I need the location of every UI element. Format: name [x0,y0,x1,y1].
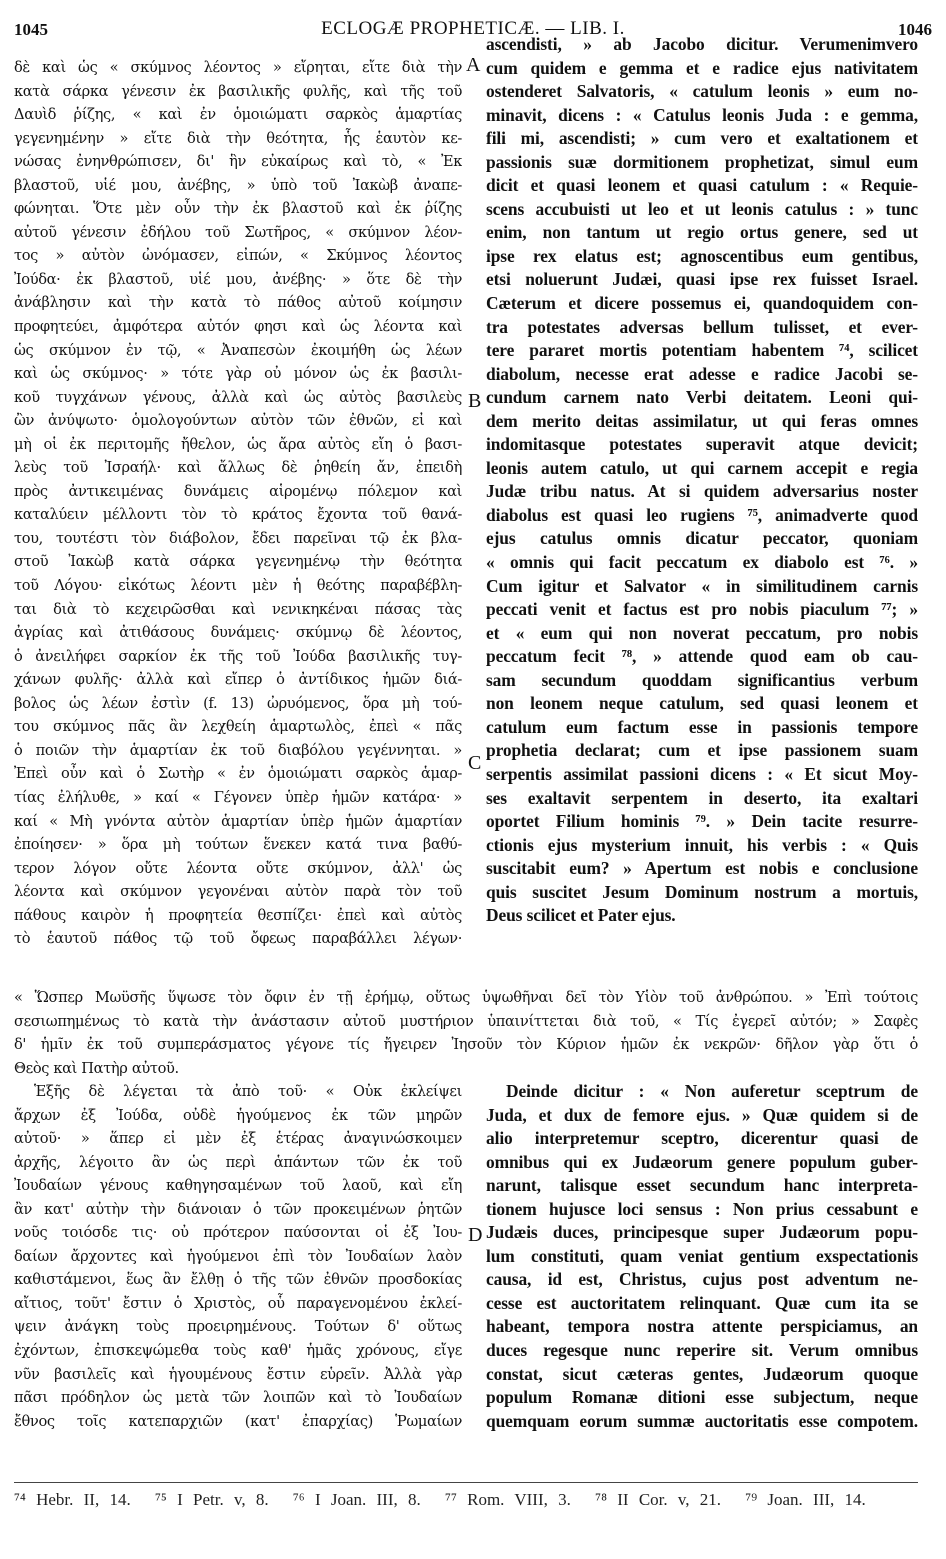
text-line: ὁ ἀνειλήφει σαρκίον ἐκ τῆς τοῦ Ἰούδα βασιλικῆς τυγ- [14,647,462,665]
text-line: ἔθνος τοῖς κατεπαρχιῶν (κατ' ἐπαρχίας) Ῥωμαίων [14,1412,462,1430]
text-line: Cum igitur et Salvator « in similitudinem carnis [486,575,918,596]
text-line: Juda, et dux de femore ejus. » Quæ quidem si de [486,1104,918,1125]
text-line: λεὺς τοῦ Ἰσραήλ· καὶ ἄλλως δὲ ῥηθείη ἄν, ἐπειδὴ [14,459,462,477]
page-number-right: 1046 [898,20,932,39]
text-line: λέοντα καὶ σκύμνον γεγονέναι αὐτὸν παρὰ τὸν τοῦ [14,883,462,901]
text-line: cum quidem e gemma et e radice ejus nativitatem [486,57,918,78]
footnote: ⁷⁵ I Petr. v, 8. [154,1490,269,1509]
text-line: cesse est auctoritatem relinquant. Quæ cum ita se [486,1292,918,1313]
text-line: ὁ ποιῶν τὴν ἁμαρτίαν ἐκ τοῦ διαβόλου γεγέννηται. » [14,741,462,759]
text-line: tionem hujusce loci sensus : Non prius cessabunt e [486,1198,918,1219]
text-line: φώνηται. Ὅτε μὲν οὖν τὴν ἐκ βλαστοῦ καὶ ἐκ ῥίζης [14,200,462,218]
text-line: ejus catulus omnis dicatur peccator, quoniam [486,528,918,549]
text-line: χάνων φυλῆς· ἀλλὰ καὶ εἴπερ ὁ ἀντίδικος ἡμῶν διά- [14,671,462,689]
text-line: peccati venit et factus est pro nobis piaculum ⁷⁷; » [486,599,918,620]
text-line: γεγενημένην » εἴτε διὰ τὴν θεότητα, ἧς ἑαυτὸν κε- [14,129,462,147]
text-line: Cæterum et dicere possemus ei, quandoquidem con- [486,293,918,314]
text-line: κοῦ τυγχάνων γένους, ἀλλὰ καὶ ὡς αὐτὸς βασιλεὺς [14,388,462,406]
text-line: στοῦ Ἰακὼβ κατὰ σάρκα γεγενημένῳ τὴν θεότητα [14,553,462,571]
text-line: oportet Filium hominis ⁷⁹. » Dein tacite resurre- [486,811,918,832]
text-line: προφητεύει, ἀμφότερα αὐτόν φησι καὶ ὡς λέοντα καὶ [14,318,462,336]
text-line: ἀνάβλησιν καὶ τὴν κατὰ τὸ πάθος αὐτοῦ κοίμησιν [14,294,462,312]
text-line: passionis suæ dormitionem prophetizat, simul eum [486,151,918,172]
text-line: causa, id est, Christus, cujus post adventum ne- [486,1269,918,1290]
margin-letter-b: B [468,390,482,412]
text-line: alio interpretemur sceptro, dicerentur quasi de [486,1128,918,1149]
greek-full-width-passage [14,986,918,1080]
text-line: Ἑξῆς δὲ λέγεται τὰ ἀπὸ τοῦ· « Οὐκ ἐκλείψει [34,1083,462,1100]
footnote: ⁷⁷ Rom. VIII, 3. [445,1490,571,1509]
text-line: του, τουτέστι τὸν διάβολον, ἔδει παρεῖναι τῷ ἐκ βλα- [14,529,462,547]
text-line: νοῦς τοιόσδε τις· οὐ πρότερον παύσονται οἱ ἐξ Ἰου- [14,1224,462,1242]
text-line: diabolus est quasi leo rugiens ⁷⁵, animadverte quod [486,504,918,525]
text-line: καί « Μὴ γνόντα αὐτὸν ἁμαρτίαν ὑπὲρ ἡμῶν ἁμαρτίαν [14,812,462,830]
text-line: indomitasque potestates superavit atque devicit; [486,434,918,455]
text-line: duces regesque nunc reperire sit. Verum omnibus [486,1340,918,1361]
text-line: ses exaltavit serpentem in deserto, ita exaltari [486,787,918,808]
footnote: ⁷⁸ II Cor. v, 21. [595,1490,722,1509]
text-line: ostenderet Salvatoris, « catulum leonis » eum no- [486,81,918,102]
text-line: lum constituti, quam veniat gentium exspectationis [486,1245,918,1266]
text-line: non leonem neque catulum, sed quasi leonem et [486,693,918,714]
text-line: suscitabit eum? » Apertum est nobis e conclusione [486,858,918,879]
text-line: peccatum fecit ⁷⁸, » attende quod eam ob cau- [486,646,918,667]
text-line: prophetia declarat; cum et ipse passionem suam [486,740,918,761]
text-line: scens accubuisti ut leo et ut leonis catulus : » tunc [486,198,918,219]
footnote: ⁷⁴ Hebr. II, 14. [14,1490,131,1509]
text-line: Ἰούδα· ἐκ βλαστοῦ, υἱέ μου, ἀνέβης· » ὅτε δὲ τὴν [14,270,462,288]
text-line: Δαυὶδ ῥίζης, « καὶ ἐν ὁμοιώματι σαρκὸς ἁμαρτίας [14,106,462,124]
margin-letter-d: D [468,1224,483,1246]
margin-letter-a: A [466,54,481,76]
text-line: catulum eum factum esse in passionis tempore [486,716,918,737]
text-line: πάθους καιρὸν ἡ προφητεία θεσπίζει· ἐπεὶ καὶ αὐτὸς [14,906,462,924]
text-line: καθιστάμενοι, ἕως ἂν ἔλθῃ ὁ τῆς τῶν ἐθνῶν προσδοκίας [14,1271,462,1289]
text-line: αὐτοῦ γένεσιν ἐδήλου τοῦ Σωτῆρος, « σκύμνον λέον- [14,223,462,241]
text-line: Judæ tribu natus. At si quidem adversarius noster [486,481,918,502]
text-line: leonis autem catulo, ut qui carnem accepit e regia [486,457,918,478]
text-line: πρὸς ἀντικειμένας δυνάμεις αἱρομένῳ πόλεμον καὶ [14,482,462,500]
text-line: νώσας ἐνηνθρώπισεν, δι' ἣν εὐκαίρως καὶ τὸ, « Ἐκ [14,153,462,171]
text-line: σεσιωπημένως τὸ κατὰ τὴν ἀνάστασιν αὐτοῦ μυστήριον ὑπαινίττεται διὰ τοῦ, « Τίς ἐγερεῖ αὐτόν; » Σαφὲς [14,1012,918,1030]
text-line: του σκύμνος πᾶς ἂν λεχθείη ἁμαρτωλὸς, ἐπεὶ « πᾶς [14,718,462,736]
text-line: ὡς σκύμνον ἐν τῷ, « Ἀναπεσὼν ἐκοιμήθη ὡς λέων [14,341,462,359]
text-line: sam secundum quoddam significantius verbum [486,669,918,690]
text-line: Deinde dicitur : « Non auferetur sceptrum de [506,1081,918,1101]
text-line: quemquam eorum summæ auctoritatis esse compotem. [486,1410,918,1431]
text-line: πᾶσι πρόδηλον ὡς μετὰ τῶν λοιπῶν καὶ τὸ Ἰουδαίων [14,1389,462,1407]
greek-column-top [14,56,462,951]
text-line: fili mi, ascendisti; » cum vero et exaltationem et [486,128,918,149]
text-line: τοῦ Λόγου· εἰκότως λέοντι μὲν ἡ θεότης παραβέβλη- [14,577,462,595]
text-line: ὢν ἀνύψωτο· ὁμολογούντων αὐτὸν τῶν ἐθνῶν, εἰ καὶ [14,412,462,430]
text-line: μὴ οἱ ἐκ περιτομῆς ἤθελον, ὡς ἄρα αὐτὸς εἴη ὁ βασι- [14,435,462,453]
text-line: ctionis ejus mysterium innuit, his verbis : « Quis [486,834,918,855]
text-line: ascendisti, » ab Jacobo dicitur. Verumenimvero [486,34,918,54]
footnotes [14,1490,918,1510]
text-line: κατὰ σάρκα γένεσιν ἐκ βασιλικῆς φυλῆς, καὶ τῆς τοῦ [14,82,462,100]
text-line: δ' ἡμῖν ἐκ τοῦ συμπεράσματος γέγονε τίς ἤγειρεν Ἰησοῦν τὸν Κύριον ἡμῶν ἐκ νεκρῶν· δῆλον γὰρ ὅτι ὁ [14,1036,918,1054]
text-line: καταλύειν μέλλοντι τὸν τὸ κράτος ἔχοντα τοῦ θανά- [14,506,462,524]
text-line: habeant, tempora nostra attente perspiciamus, an [486,1316,918,1337]
text-line: Θεὸς καὶ Πατὴρ αὐτοῦ. [14,1059,179,1077]
text-line: dem merito deitas assimilatur, ut qui feras omnes [486,410,918,431]
text-line: Judæis duces, principesque super Judæorum popu- [486,1222,918,1243]
text-line: τος » αὐτὸν ὠνόμασεν, εἰπών, « Σκύμνος λέοντος [14,247,462,265]
text-line: « Ὥσπερ Μωϋσῆς ὕψωσε τὸν ὄφιν ἐν τῇ ἐρήμῳ, οὕτως ὑψωθῆναι δεῖ τὸν Υἱὸν τοῦ ἀνθρώπου. » Ἐπὶ τούτοις [14,989,918,1006]
text-line: καὶ ὡς σκύμνος· » τότε γὰρ οὐ μόνον ὡς ἐκ βασιλι- [14,365,462,383]
text-line: τερον λόγον οὔτε λέοντα οὔτε σκύμνον, ἀλλ' ὡς [14,859,462,877]
footnote-rule [14,1482,918,1483]
text-line: τὸ ἑαυτοῦ πάθος τῷ τοῦ ὄφεως παραβάλλει λέγων· [14,930,462,948]
margin-letter-c: C [468,752,482,774]
text-line: Ἰουδαίων γένους καθηγησαμένων τοῦ λαοῦ, καὶ εἴη [14,1177,462,1195]
text-line: τίας ἐλήλυθε, » καί « Γέγονεν ὑπὲρ ἡμῶν κατάρα· » [14,788,462,806]
text-line: minavit, dicens : « Catulus leonis Juda : e gemma, [486,104,918,125]
text-line: δὲ καὶ ὡς « σκύμνος λέοντος » εἴρηται, εἴτε διὰ τὴν [14,59,462,76]
text-line: narunt, talisque esset secundum hanc interpreta- [486,1175,918,1196]
text-line: βολος ὡς λέων ἐστὶν (f. 13) ὠρυόμενος, ὅρα μὴ τού- [14,694,462,712]
text-line: populum Romanæ ditioni esse subjectum, neque [486,1387,918,1408]
text-line: ipse rex elatus est; agnoscentibus eum gentibus, [486,245,918,266]
latin-column-top [486,33,918,928]
page-number-left: 1045 [14,20,48,39]
text-line: δαίων ἄρχοντες καὶ ἡγούμενοι ἐπὶ τὸν Ἰουδαίων λαὸν [14,1247,462,1265]
text-line: serpentis assimilat passioni dicens : « Et sicut Moy- [486,763,918,784]
text-line: enim, non tantum ut regio ortus genere, sed ut [486,222,918,243]
text-line: νῦν βασιλεῖς καὶ ἡγουμένους ἔστιν εὑρεῖν. Ἀλλὰ γὰρ [14,1365,462,1383]
text-line: omnibus qui ex Judæorum genere populum guber- [486,1151,918,1172]
footnote: ⁷⁶ I Joan. III, 8. [292,1490,421,1509]
text-line: quis suscitet Jesum Dominum nostrum a mortuis, [486,881,918,902]
text-line: ἄρχων ἐξ Ἰούδα, οὐδὲ ἡγούμενος ἐκ τῶν μηρῶν [14,1106,462,1124]
text-line: ται διὰ τὸ κεχειρῶσθαι καὶ νενικηκέναι πάσας τὰς [14,600,462,618]
text-line: βλαστοῦ, υἱέ μου, ἀνέβης, » ὑπὸ τοῦ Ἰακὼβ ἀναπε- [14,176,462,194]
text-line: Ἐπεὶ οὖν καὶ ὁ Σωτὴρ « ἐν ὁμοιώματι σαρκὸς ἁμαρ- [14,765,462,783]
text-line: etsi noluerunt Judæi, quasi ipse rex fuisset Israel. [486,269,918,290]
text-line: αἴτιος, τοῦτ' ἔστιν ὁ Χριστὸς, οὗ παραγενομένου ἐκλεί- [14,1294,462,1312]
text-line: dicit et quasi leonem et quasi catulum : « Requie- [486,175,918,196]
text-line: ἐποίησεν· » ὅρα μὴ τούτων ἕνεκεν κατά τινα βαθύ- [14,836,462,854]
text-line: diabolum, necesse erat adesse e radice Jacobi se- [486,363,918,384]
running-title: ECLOGÆ PROPHETICÆ. — LIB. I. [321,18,625,39]
greek-column-bottom [14,1080,462,1433]
footnote: ⁷⁹ Joan. III, 14. [745,1490,866,1509]
text-line: ἐχόντων, ἐπισκεψώμεθα τοὺς καθ' ἡμᾶς χρόνους, εἴγε [14,1342,462,1360]
text-line: ψειν ἀνάγκη τοὺς προειρημένους. Τούτων δ' οὕτως [14,1318,462,1336]
text-line: Deus scilicet et Pater ejus. [486,905,676,926]
text-line: constat, sicut cæteras gentes, Judæorum quoque [486,1363,918,1384]
text-line: ἀγρίας καὶ ἀτιθάσους δυνάμεις· σκύμνῳ δὲ λέοντος, [14,624,462,642]
text-line: tere pararet mortis potentiam habentem ⁷⁴, scilicet [486,340,918,361]
text-line: αὐτοῦ· » ἅπερ εἰ μὲν ἐξ ἑτέρας ἀναγινώσκοιμεν [14,1130,462,1148]
text-line: cundum carnem nato Verbi deitatem. Leoni qui- [486,387,918,408]
text-line: « omnis qui facit peccatum ex diabolo est ⁷⁶. » [486,552,918,573]
text-line: ἀρχῆς, λέγοιτο ἂν ὡς περὶ ἁπάντων τῶν ἐκ τοῦ [14,1153,462,1171]
text-line: ἂν κατ' αὐτὴν τὴν διάνοιαν ὁ τῶν προκειμένων ῥητῶν [14,1200,462,1218]
text-line: tra potestates adversas bellum tulisset, et ever- [486,316,918,337]
text-line: et « eum qui non noverat peccatum, pro nobis [486,622,918,643]
latin-column-bottom [486,1080,918,1433]
